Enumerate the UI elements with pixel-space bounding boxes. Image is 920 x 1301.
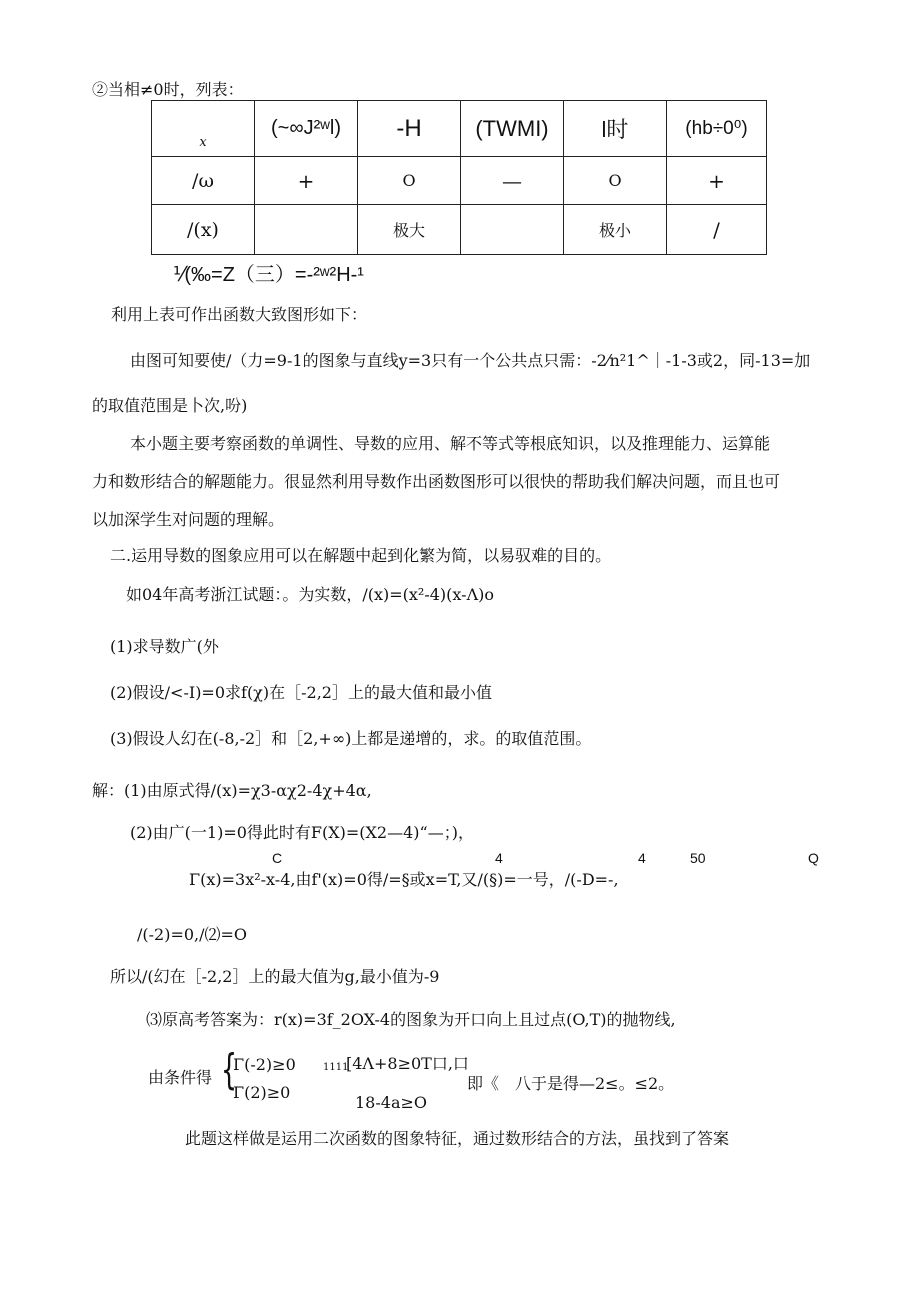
row-label: /ω (152, 157, 255, 205)
header-cell: -H (358, 101, 461, 157)
condition: [4Λ+8≥0T口,口 (346, 1054, 469, 1073)
table-cell: 极大 (358, 205, 461, 255)
solution-line: ⑶原高考答案为：r(x)=3f_2OX-4的图象为开口向上且过点(O,T)的抛物线, (146, 1010, 676, 1029)
table-cell: 极小 (564, 205, 667, 255)
table-cell: + (255, 157, 358, 205)
header-cell: l时 (564, 101, 667, 157)
table-cell: + (667, 157, 767, 205)
solution-line: 所以/(幻在［-2,2］上的最大值为g,最小值为-9 (110, 967, 440, 986)
paragraph: 如04年高考浙江试题：。为实数，/(x)=(x²-4)(x-Λ)o (126, 585, 494, 604)
table-cell: O (358, 157, 461, 205)
paragraph: 以加深学生对问题的理解。 (92, 510, 285, 529)
left-brace-icon: { (221, 1045, 238, 1094)
question-3: (3)假设人幻在(-8,-2］和［2,+∞)上都是递增的，求。的取值范围。 (110, 729, 592, 748)
superscript-mark: Q (808, 850, 819, 866)
paragraph: 力和数形结合的解题能力。很显然利用导数作出函数图形可以很快的帮助我们解决问题，而且也可 (92, 472, 781, 491)
formula-line: ⅟(‰=Z（三）=-²ʷ²H-¹ (173, 264, 364, 286)
paragraph: 利用上表可作出函数大致图形如下： (111, 305, 368, 324)
condition: 18-4a≥O (355, 1093, 428, 1112)
superscript-mark: 50 (690, 850, 706, 866)
table-cell: — (461, 157, 564, 205)
variation-table (151, 100, 767, 255)
solution-line: 解：(1)由原式得/(x)=χ3-αχ2-4χ+4α, (92, 781, 372, 800)
paragraph: 此题这样做是运用二次函数的图象特征，通过数形结合的方法，虽找到了答案 (185, 1129, 730, 1148)
table-cell: O (564, 157, 667, 205)
condition: Γ(2)≥0 (233, 1083, 291, 1102)
table-cell: / (667, 205, 767, 255)
section-heading: 二.运用导数的图象应用可以在解题中起到化繁为简，以易驭难的目的。 (110, 546, 612, 565)
table-cell (461, 205, 564, 255)
header-cell: (TWMI) (461, 101, 564, 157)
row-label: /(x) (152, 205, 255, 255)
superscript-mark: 4 (638, 850, 646, 866)
table-row-function (152, 205, 767, 255)
header-cell: (hb÷0⁰) (667, 101, 767, 157)
condition-result: 即《 八于是得—2≤。≤2。 (467, 1074, 675, 1093)
solution-line: /(-2)=0,/⑵=O (137, 925, 248, 944)
superscript-mark: 4 (495, 850, 503, 866)
solution-line: Γ(x)=3x²-x-4,由f'(x)=0得/=§或x=T,又/(§)=一号，/(-D=-, (189, 870, 619, 889)
header-cell: (~∞J²ʷl) (255, 101, 358, 157)
paragraph: 本小题主要考察函数的单调性、导数的应用、解不等式等根底知识，以及推理能力、运算能 (130, 434, 771, 453)
condition-prefix: 1111 (323, 1062, 349, 1073)
superscript-mark: C (272, 850, 283, 866)
condition-label: 由条件得 (148, 1068, 213, 1087)
condition: Γ(-2)≥0 (233, 1055, 296, 1074)
question-1: (1)求导数广(外 (110, 637, 219, 656)
table-row-derivative (152, 157, 767, 205)
question-2: (2)假设/<-I)=0求f(χ)在［-2,2］上的最大值和最小值 (110, 683, 492, 702)
paragraph: 的取值范围是卜次,吩) (92, 396, 248, 415)
solution-line: (2)由广(一1)=0得此时有F(X)=(X2—4)“—；)， (130, 823, 474, 842)
table-header-row (152, 101, 767, 157)
table-cell (255, 205, 358, 255)
header-cell-x: x (152, 101, 255, 157)
intro-line: ②当相≠0时，列表： (92, 80, 244, 99)
paragraph: 由图可知要使/（力=9-1的图象与直线y=3只有一个公共点只需：-2⁄n²1^｜-1-3或2，同-13=加 (130, 351, 811, 370)
